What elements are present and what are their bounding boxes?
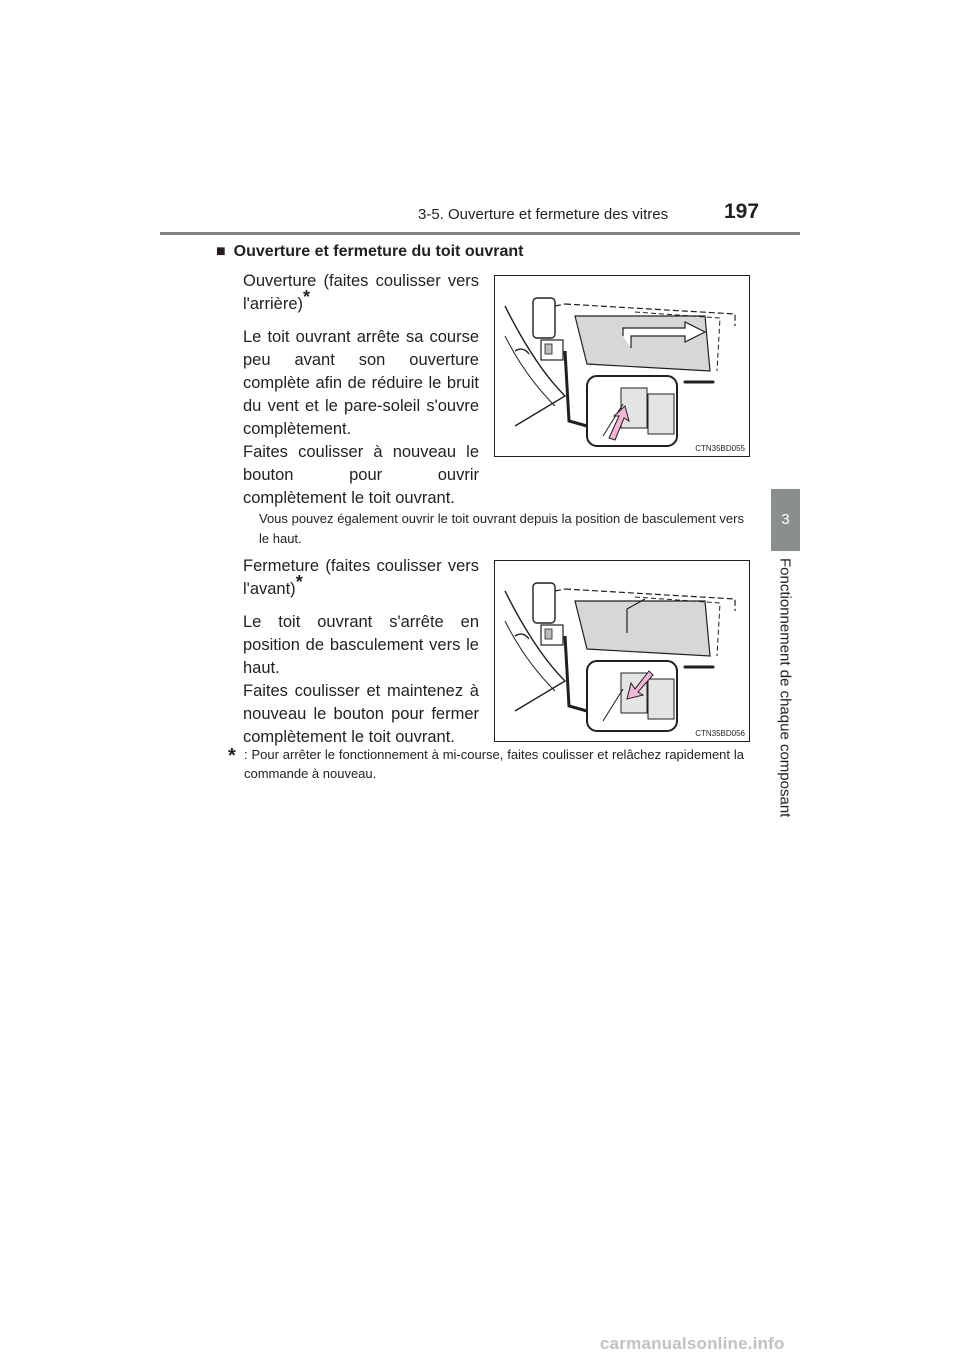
close-marker: * xyxy=(295,572,303,592)
page-number: 197 xyxy=(724,200,760,223)
sunroof-close-illustration xyxy=(494,560,750,742)
section-heading-title: Ouverture et fermeture du toit ouvrant xyxy=(233,243,524,260)
open-title: Ouverture (faites coulisser vers l'arrière)* xyxy=(243,272,479,313)
figure-code: CTN35BD055 xyxy=(695,444,745,453)
square-bullet-icon: ■ xyxy=(216,243,226,260)
running-header-section: 3-5. Ouverture et fermeture des vitres xyxy=(418,206,669,223)
chapter-tab-divider xyxy=(771,549,800,551)
section-heading xyxy=(216,243,524,261)
close-instructions xyxy=(243,555,479,759)
note-paragraph: Vous pouvez également ouvrir le toit ouvrant depuis la position de basculement vers le haut. xyxy=(259,511,744,546)
watermark: carmanualsonline.info xyxy=(600,1334,785,1353)
sunroof-close-drawing xyxy=(495,561,751,743)
open-instructions xyxy=(243,270,479,520)
figure-code: CTN35BD056 xyxy=(695,729,745,738)
close-body: Le toit ouvrant s'arrête en position de basculement vers le haut. xyxy=(243,613,479,677)
chapter-tab-label: Fonctionnement de chaque composant xyxy=(776,558,794,818)
close-title: Fermeture (faites coulisser vers l'avant)* xyxy=(243,557,479,598)
sunroof-open-drawing xyxy=(495,276,751,458)
sunroof-open-illustration xyxy=(494,275,750,457)
footnote xyxy=(228,745,744,783)
open-marker: * xyxy=(303,287,311,307)
footnote-text: : Pour arrêter le fonctionnement à mi-course, faites coulisser et relâchez rapidement la commande à nouveau. xyxy=(244,747,744,781)
open-body-2: Faites coulisser à nouveau le bouton pour ouvrir complètement le toit ouvrant. xyxy=(243,443,479,507)
close-body-2: Faites coulisser et maintenez à nouveau le bouton pour fermer complètement le toit ouvrant. xyxy=(243,682,479,746)
footnote-marker: * xyxy=(228,745,236,767)
open-body: Le toit ouvrant arrête sa course peu avant son ouverture complète afin de réduire le bruit du vent et le pare-soleil s'ouvre complètement. xyxy=(243,328,479,438)
chapter-tab-number: 3 xyxy=(771,489,800,549)
header-divider xyxy=(160,232,800,235)
